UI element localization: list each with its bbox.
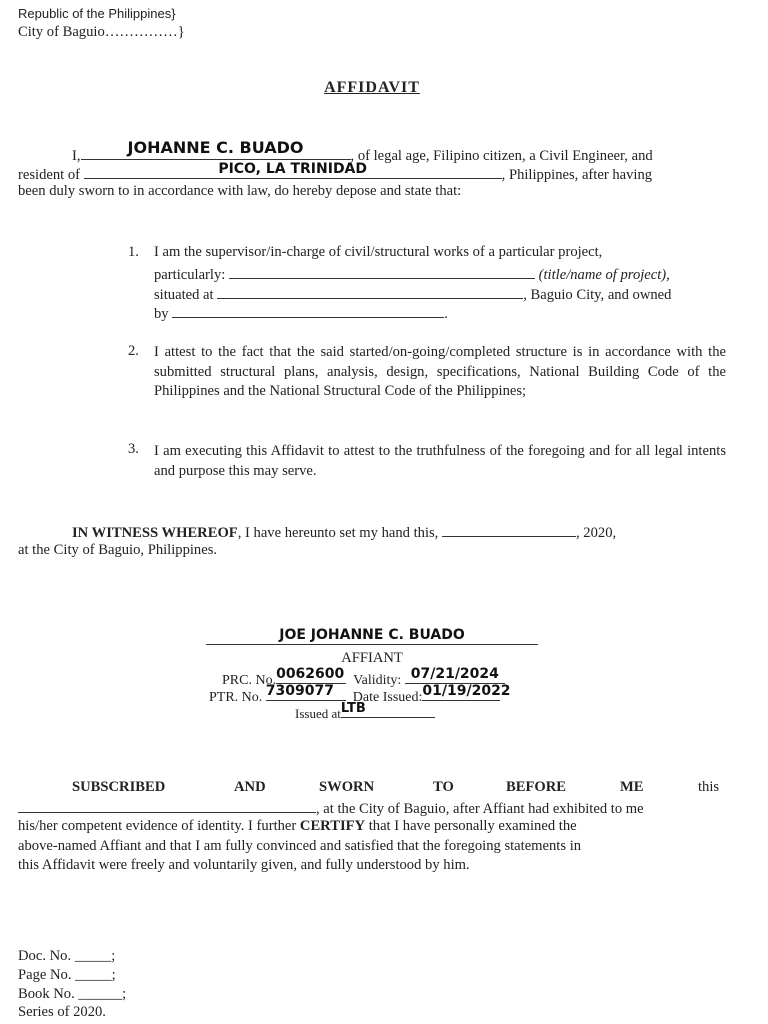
item-1-line-1: I am the supervisor/in-charge of civil/structural works of a particular project,: [154, 244, 603, 260]
issued-at-row: [295, 703, 435, 722]
jurat-w5: BEFORE: [506, 779, 567, 795]
jurat-w3: SWORN: [319, 779, 375, 795]
intro-i: I,: [72, 148, 81, 164]
item-1-number: 1.: [128, 244, 139, 260]
jurat-l2: , at the City of Baguio, after Affiant had exhibited to me: [316, 801, 644, 817]
residence-field: [84, 163, 502, 179]
affiant-role: AFFIANT: [341, 650, 403, 666]
jurat-line-2: [18, 798, 644, 818]
witness-bold: IN WITNESS WHEREOF: [72, 525, 238, 541]
jurat-w1: SUBSCRIBED: [72, 779, 166, 795]
project-hint: (title/name of project),: [538, 267, 670, 283]
page-title: AFFIDAVIT: [324, 79, 420, 96]
jurat-date-field: [18, 798, 316, 813]
date-issued-field: [422, 683, 511, 701]
prc-value: 0062600: [276, 666, 345, 682]
jurat-w2: AND: [234, 779, 266, 795]
jurat-certify: CERTIFY: [299, 818, 366, 834]
date-issued-value: 01/19/2022: [422, 683, 511, 699]
item-1-by: by: [154, 306, 169, 322]
witness-year: , 2020,: [576, 525, 617, 541]
validity-value: 07/21/2024: [410, 666, 499, 682]
affiant-name-field: [81, 138, 351, 160]
header-city: City of Baguio……………}: [18, 24, 185, 40]
intro-resident-label: resident of: [18, 167, 81, 183]
owner-field: [172, 303, 444, 318]
ptr-field: [266, 685, 346, 701]
item-1-line-3: [154, 284, 671, 304]
footer-series: Series of 2020.: [18, 1004, 106, 1020]
witness-line-2: at the City of Baguio, Philippines.: [18, 542, 218, 558]
witness-line-1: [72, 522, 616, 542]
signature-name: JOE JOHANNE C. BUADO: [279, 627, 465, 643]
footer-book: Book No. ______;: [18, 986, 127, 1002]
project-name-field: [229, 264, 535, 279]
prc-field: [276, 668, 346, 684]
jurat-w4: TO: [433, 779, 454, 795]
item-1-particularly: particularly:: [154, 267, 226, 283]
item-1-line-4: [154, 303, 448, 323]
witness-date-field: [442, 522, 576, 537]
prc-label: PRC. No.: [222, 673, 277, 688]
jurat-line-4: above-named Affiant and that I am fully convinced and satisfied that the foregoing statements in: [18, 838, 582, 854]
issued-at-field: [341, 703, 435, 718]
jurat-line-5: this Affidavit were freely and voluntarily given, and fully understood by him.: [18, 857, 470, 873]
ptr-label: PTR. No.: [209, 690, 263, 705]
jurat-line-3: [18, 818, 726, 835]
validity-field: [405, 668, 505, 684]
date-issued-label: Date Issued:: [352, 690, 423, 705]
header-republic: Republic of the Philippines}: [18, 6, 176, 21]
ptr-value: 7309077: [265, 683, 334, 699]
item-1-period: .: [444, 306, 448, 322]
intro-after-name: , of legal age, Filipino citizen, a Civil Engineer, and: [350, 148, 653, 164]
item-2-text: I attest to the fact that the said started/on-going/completed structure is in accordance with the submitted structural plans, analysis, design, specifications, National Building Code of the Philippines and the National Structural Code of the Philippines;: [154, 344, 726, 399]
issued-at-value: LTB: [340, 701, 366, 716]
intro-after-residence: , Philippines, after having: [501, 167, 653, 183]
jurat-w6: ME: [620, 779, 644, 795]
jurat-w7: this: [698, 779, 720, 795]
item-3-number: 3.: [128, 441, 139, 457]
residence-value: PICO, LA TRINIDAD: [218, 161, 368, 177]
issued-at-label: Issued at: [295, 706, 341, 721]
item-3-text: I am executing this Affidavit to attest to the truthfulness of the foregoing and for all legal intents and purpose this may serve.: [154, 443, 726, 479]
item-1-line-2: [154, 264, 670, 284]
jurat-l3a: his/her competent evidence of identity. I further: [18, 818, 300, 834]
location-field: [217, 284, 523, 299]
intro-line-2: [18, 163, 652, 184]
item-2-number: 2.: [128, 343, 139, 359]
item-1-baguio: , Baguio City, and owned: [523, 287, 672, 303]
affiant-name-value: JOHANNE C. BUADO: [127, 138, 304, 157]
footer-page: Page No. _____;: [18, 967, 116, 983]
intro-line-3: been duly sworn to in accordance with law, do hereby depose and state that:: [18, 183, 462, 199]
witness-rest: , I have hereunto set my hand this,: [237, 525, 439, 541]
signature-line: [206, 624, 538, 645]
footer-doc: Doc. No. _____;: [18, 948, 116, 964]
jurat-l3b: that I have personally examined the: [365, 818, 577, 834]
validity-label: Validity:: [353, 673, 402, 688]
item-1-situated: situated at: [154, 287, 214, 303]
